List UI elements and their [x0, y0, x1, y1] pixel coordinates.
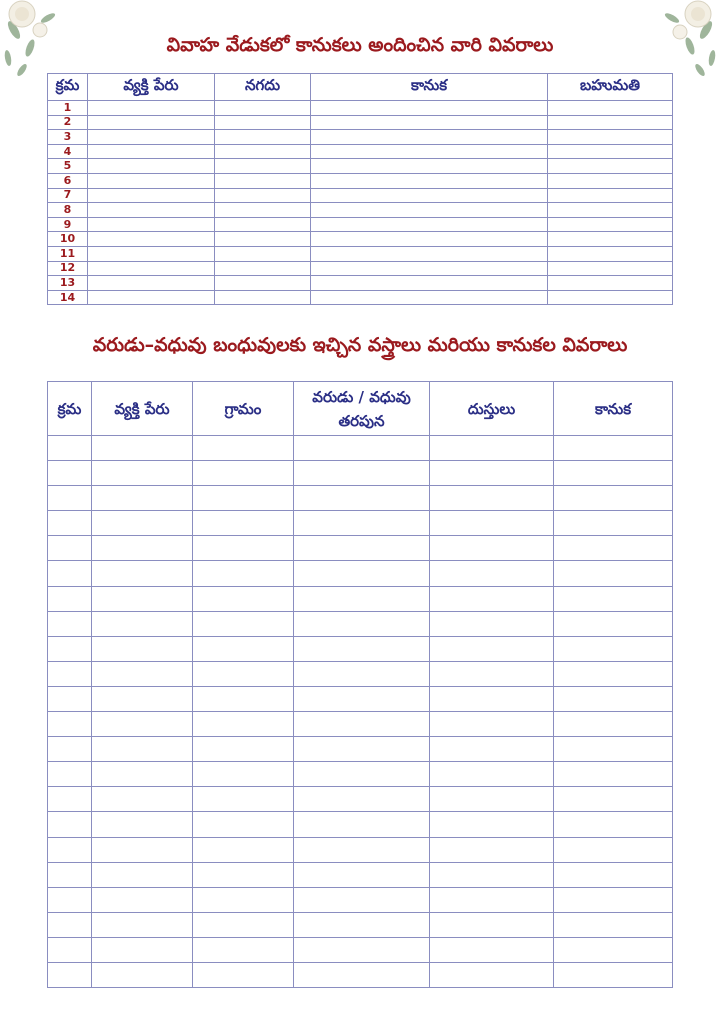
- entry-cell[interactable]: [430, 586, 554, 611]
- entry-cell[interactable]: [294, 536, 430, 561]
- entry-cell[interactable]: [92, 511, 193, 536]
- entry-cell[interactable]: [92, 536, 193, 561]
- entry-cell[interactable]: [48, 887, 92, 912]
- entry-cell[interactable]: [554, 912, 673, 937]
- entry-cell[interactable]: [554, 486, 673, 511]
- entry-cell[interactable]: [554, 586, 673, 611]
- entry-cell[interactable]: [48, 912, 92, 937]
- entry-cell[interactable]: [294, 712, 430, 737]
- entry-cell[interactable]: [48, 486, 92, 511]
- entry-cell[interactable]: [88, 246, 215, 261]
- entry-cell[interactable]: [88, 188, 215, 203]
- entry-cell[interactable]: [88, 101, 215, 116]
- entry-cell[interactable]: [193, 536, 294, 561]
- row-number: 12: [48, 261, 88, 276]
- entry-cell[interactable]: [215, 261, 311, 276]
- row-number: 11: [48, 246, 88, 261]
- entry-cell[interactable]: [430, 887, 554, 912]
- entry-cell[interactable]: [311, 130, 548, 145]
- entry-cell[interactable]: [294, 511, 430, 536]
- table-header-row: [48, 382, 673, 436]
- entry-cell[interactable]: [554, 661, 673, 686]
- entry-cell[interactable]: [554, 712, 673, 737]
- table-row: [48, 276, 673, 291]
- entry-cell[interactable]: [311, 203, 548, 218]
- row-number: 10: [48, 232, 88, 247]
- entry-cell[interactable]: [548, 203, 673, 218]
- entry-cell[interactable]: [215, 173, 311, 188]
- entry-cell[interactable]: [48, 787, 92, 812]
- entry-cell[interactable]: [430, 712, 554, 737]
- row-number: 8: [48, 203, 88, 218]
- table-row: [48, 486, 673, 511]
- header-serial: క్రమ: [48, 74, 88, 101]
- entry-cell[interactable]: [430, 737, 554, 762]
- entry-cell[interactable]: [92, 937, 193, 962]
- table-row: [48, 188, 673, 203]
- entry-cell[interactable]: [548, 144, 673, 159]
- entry-cell[interactable]: [88, 130, 215, 145]
- entry-cell[interactable]: [294, 962, 430, 987]
- entry-cell[interactable]: [193, 762, 294, 787]
- entry-cell[interactable]: [92, 737, 193, 762]
- entry-cell[interactable]: [294, 436, 430, 461]
- entry-cell[interactable]: [554, 937, 673, 962]
- entry-cell[interactable]: [48, 461, 92, 486]
- entry-cell[interactable]: [311, 276, 548, 291]
- table-row: [48, 261, 673, 276]
- table-row: [48, 686, 673, 711]
- entry-cell[interactable]: [548, 188, 673, 203]
- entry-cell[interactable]: [294, 762, 430, 787]
- entry-cell[interactable]: [193, 586, 294, 611]
- row-number: 13: [48, 276, 88, 291]
- entry-cell[interactable]: [48, 561, 92, 586]
- entry-cell[interactable]: [193, 461, 294, 486]
- entry-cell[interactable]: [548, 246, 673, 261]
- row-number: 9: [48, 217, 88, 232]
- entry-cell[interactable]: [430, 862, 554, 887]
- entry-cell[interactable]: [311, 101, 548, 116]
- entry-cell[interactable]: [193, 887, 294, 912]
- entry-cell[interactable]: [311, 173, 548, 188]
- table-row: [48, 203, 673, 218]
- entry-cell[interactable]: [294, 737, 430, 762]
- header-serial: క్రమ: [48, 382, 92, 436]
- entry-cell[interactable]: [215, 217, 311, 232]
- header-person-name: వ్యక్తి పేరు: [88, 74, 215, 101]
- gift-details-title: వివాహ వేడుకలో కానుకలు అందించిన వారి వివరాలు: [166, 34, 554, 56]
- row-number: 14: [48, 290, 88, 305]
- entry-cell[interactable]: [48, 611, 92, 636]
- entry-cell[interactable]: [294, 887, 430, 912]
- entry-cell[interactable]: [548, 130, 673, 145]
- entry-cell[interactable]: [554, 461, 673, 486]
- table-row: [48, 937, 673, 962]
- entry-cell[interactable]: [88, 232, 215, 247]
- entry-cell[interactable]: [48, 511, 92, 536]
- table-row: [48, 787, 673, 812]
- entry-cell[interactable]: [294, 862, 430, 887]
- entry-cell[interactable]: [48, 862, 92, 887]
- entry-cell[interactable]: [548, 115, 673, 130]
- entry-cell[interactable]: [215, 101, 311, 116]
- relatives-clothes-gifts-title: వరుడు–వధువు బంధువులకు ఇచ్చిన వస్త్రాలు మరియు కానుకల వివరాలు: [92, 334, 628, 356]
- entry-cell[interactable]: [294, 837, 430, 862]
- entry-cell[interactable]: [92, 912, 193, 937]
- entry-cell[interactable]: [215, 232, 311, 247]
- entry-cell[interactable]: [48, 737, 92, 762]
- entry-cell[interactable]: [430, 962, 554, 987]
- row-number: 4: [48, 144, 88, 159]
- entry-cell[interactable]: [554, 762, 673, 787]
- entry-cell[interactable]: [430, 787, 554, 812]
- entry-cell[interactable]: [430, 486, 554, 511]
- table-row: [48, 173, 673, 188]
- entry-cell[interactable]: [193, 636, 294, 661]
- entry-cell[interactable]: [554, 862, 673, 887]
- entry-cell[interactable]: [548, 232, 673, 247]
- row-number: 2: [48, 115, 88, 130]
- entry-cell[interactable]: [48, 661, 92, 686]
- entry-cell[interactable]: [311, 115, 548, 130]
- table-row: [48, 217, 673, 232]
- entry-cell[interactable]: [193, 812, 294, 837]
- entry-cell[interactable]: [215, 276, 311, 291]
- entry-cell[interactable]: [193, 937, 294, 962]
- entry-cell[interactable]: [92, 712, 193, 737]
- entry-cell[interactable]: [48, 686, 92, 711]
- entry-cell[interactable]: [215, 159, 311, 174]
- entry-cell[interactable]: [430, 436, 554, 461]
- entry-cell[interactable]: [430, 536, 554, 561]
- table-row: [48, 661, 673, 686]
- entry-cell[interactable]: [92, 812, 193, 837]
- entry-cell[interactable]: [215, 203, 311, 218]
- entry-cell[interactable]: [193, 912, 294, 937]
- row-number: 1: [48, 101, 88, 116]
- entry-cell[interactable]: [92, 636, 193, 661]
- table-row: [48, 912, 673, 937]
- entry-cell[interactable]: [88, 115, 215, 130]
- table-row: [48, 144, 673, 159]
- entry-cell[interactable]: [430, 812, 554, 837]
- entry-cell[interactable]: [554, 962, 673, 987]
- entry-cell[interactable]: [430, 511, 554, 536]
- header-village: గ్రామం: [193, 382, 294, 436]
- entry-cell[interactable]: [311, 290, 548, 305]
- entry-cell[interactable]: [48, 812, 92, 837]
- header-cash: నగదు: [215, 74, 311, 101]
- entry-cell[interactable]: [193, 611, 294, 636]
- table-row: [48, 246, 673, 261]
- entry-cell[interactable]: [193, 436, 294, 461]
- entry-cell[interactable]: [548, 159, 673, 174]
- table-row: [48, 436, 673, 461]
- entry-cell[interactable]: [88, 290, 215, 305]
- entry-cell[interactable]: [294, 787, 430, 812]
- entry-cell[interactable]: [311, 232, 548, 247]
- table-row: [48, 862, 673, 887]
- entry-cell[interactable]: [554, 837, 673, 862]
- entry-cell[interactable]: [88, 261, 215, 276]
- table-row: [48, 712, 673, 737]
- entry-cell[interactable]: [430, 561, 554, 586]
- entry-cell[interactable]: [92, 561, 193, 586]
- entry-cell[interactable]: [294, 937, 430, 962]
- entry-cell[interactable]: [215, 130, 311, 145]
- entry-cell[interactable]: [430, 686, 554, 711]
- entry-cell[interactable]: [548, 217, 673, 232]
- entry-cell[interactable]: [430, 636, 554, 661]
- entry-cell[interactable]: [193, 561, 294, 586]
- entry-cell[interactable]: [88, 144, 215, 159]
- entry-cell[interactable]: [92, 686, 193, 711]
- entry-cell[interactable]: [294, 561, 430, 586]
- entry-cell[interactable]: [193, 837, 294, 862]
- row-number: 7: [48, 188, 88, 203]
- entry-cell[interactable]: [193, 686, 294, 711]
- table-row: [48, 115, 673, 130]
- table-row: [48, 130, 673, 145]
- entry-cell[interactable]: [88, 217, 215, 232]
- entry-cell[interactable]: [193, 511, 294, 536]
- table-row: [48, 101, 673, 116]
- header-groom-bride-side: వరుడు / వధువు తరపున: [294, 382, 430, 436]
- entry-cell[interactable]: [554, 737, 673, 762]
- entry-cell[interactable]: [554, 436, 673, 461]
- entry-cell[interactable]: [92, 486, 193, 511]
- entry-cell[interactable]: [48, 762, 92, 787]
- entry-cell[interactable]: [554, 611, 673, 636]
- entry-cell[interactable]: [548, 290, 673, 305]
- entry-cell[interactable]: [548, 101, 673, 116]
- entry-cell[interactable]: [193, 661, 294, 686]
- entry-cell[interactable]: [311, 246, 548, 261]
- entry-cell[interactable]: [430, 461, 554, 486]
- entry-cell[interactable]: [92, 837, 193, 862]
- entry-cell[interactable]: [92, 962, 193, 987]
- entry-cell[interactable]: [48, 962, 92, 987]
- entry-cell[interactable]: [554, 787, 673, 812]
- entry-cell[interactable]: [430, 837, 554, 862]
- relatives-clothes-gifts-table: [47, 381, 673, 988]
- table-row: [48, 636, 673, 661]
- row-number: 3: [48, 130, 88, 145]
- entry-cell[interactable]: [193, 486, 294, 511]
- entry-cell[interactable]: [215, 115, 311, 130]
- entry-cell[interactable]: [88, 159, 215, 174]
- entry-cell[interactable]: [430, 937, 554, 962]
- table-row: [48, 536, 673, 561]
- entry-cell[interactable]: [430, 762, 554, 787]
- entry-cell[interactable]: [554, 536, 673, 561]
- table-row: [48, 461, 673, 486]
- entry-cell[interactable]: [554, 561, 673, 586]
- entry-cell[interactable]: [215, 290, 311, 305]
- entry-cell[interactable]: [193, 787, 294, 812]
- entry-cell[interactable]: [92, 661, 193, 686]
- entry-cell[interactable]: [92, 586, 193, 611]
- entry-cell[interactable]: [215, 188, 311, 203]
- header-present: బహుమతి: [548, 74, 673, 101]
- entry-cell[interactable]: [548, 276, 673, 291]
- row-number: 5: [48, 159, 88, 174]
- entry-cell[interactable]: [554, 812, 673, 837]
- table-row: [48, 611, 673, 636]
- table-header-row: [48, 74, 673, 101]
- entry-cell[interactable]: [311, 217, 548, 232]
- entry-cell[interactable]: [48, 536, 92, 561]
- entry-cell[interactable]: [294, 586, 430, 611]
- entry-cell[interactable]: [48, 586, 92, 611]
- table-row: [48, 887, 673, 912]
- table-row: [48, 812, 673, 837]
- header-gift: కానుక: [311, 74, 548, 101]
- gift-details-table: [47, 73, 673, 305]
- header-person-name: వ్యక్తి పేరు: [92, 382, 193, 436]
- entry-cell[interactable]: [215, 246, 311, 261]
- entry-cell[interactable]: [430, 611, 554, 636]
- entry-cell[interactable]: [88, 276, 215, 291]
- entry-cell[interactable]: [311, 144, 548, 159]
- entry-cell[interactable]: [294, 686, 430, 711]
- entry-cell[interactable]: [311, 159, 548, 174]
- entry-cell[interactable]: [88, 173, 215, 188]
- entry-cell[interactable]: [548, 261, 673, 276]
- table-row: [48, 561, 673, 586]
- entry-cell[interactable]: [294, 486, 430, 511]
- entry-cell[interactable]: [193, 962, 294, 987]
- entry-cell[interactable]: [554, 887, 673, 912]
- entry-cell[interactable]: [294, 636, 430, 661]
- entry-cell[interactable]: [430, 912, 554, 937]
- entry-cell[interactable]: [193, 737, 294, 762]
- table-row: [48, 586, 673, 611]
- entry-cell[interactable]: [48, 837, 92, 862]
- row-number: 6: [48, 173, 88, 188]
- entry-cell[interactable]: [294, 461, 430, 486]
- entry-cell[interactable]: [294, 812, 430, 837]
- table-row: [48, 159, 673, 174]
- entry-cell[interactable]: [48, 712, 92, 737]
- entry-cell[interactable]: [294, 611, 430, 636]
- entry-cell[interactable]: [430, 661, 554, 686]
- table-row: [48, 762, 673, 787]
- entry-cell[interactable]: [92, 887, 193, 912]
- entry-cell[interactable]: [48, 937, 92, 962]
- table-row: [48, 962, 673, 987]
- entry-cell[interactable]: [92, 611, 193, 636]
- entry-cell[interactable]: [554, 511, 673, 536]
- entry-cell[interactable]: [294, 661, 430, 686]
- header-clothes: దుస్తులు: [430, 382, 554, 436]
- entry-cell[interactable]: [92, 787, 193, 812]
- entry-cell[interactable]: [311, 261, 548, 276]
- table-row: [48, 232, 673, 247]
- header-gift: కానుక: [554, 382, 673, 436]
- entry-cell[interactable]: [92, 862, 193, 887]
- entry-cell[interactable]: [554, 686, 673, 711]
- table-row: [48, 511, 673, 536]
- table-row: [48, 737, 673, 762]
- entry-cell[interactable]: [92, 461, 193, 486]
- entry-cell[interactable]: [48, 636, 92, 661]
- entry-cell[interactable]: [193, 712, 294, 737]
- entry-cell[interactable]: [548, 173, 673, 188]
- entry-cell[interactable]: [215, 144, 311, 159]
- entry-cell[interactable]: [48, 436, 92, 461]
- entry-cell[interactable]: [311, 188, 548, 203]
- entry-cell[interactable]: [554, 636, 673, 661]
- entry-cell[interactable]: [92, 436, 193, 461]
- entry-cell[interactable]: [193, 862, 294, 887]
- table-row: [48, 290, 673, 305]
- entry-cell[interactable]: [88, 203, 215, 218]
- entry-cell[interactable]: [294, 912, 430, 937]
- table-row: [48, 837, 673, 862]
- entry-cell[interactable]: [92, 762, 193, 787]
